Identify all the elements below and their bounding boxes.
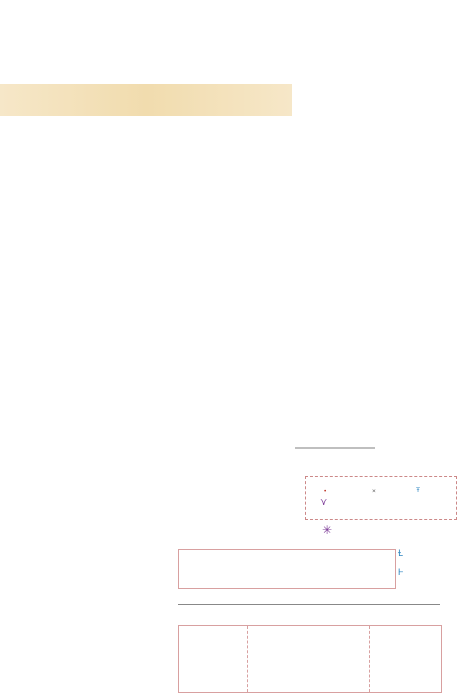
- right-column: [305, 23, 455, 25]
- legend-box-1: [305, 476, 457, 520]
- cluster-icon: ⋎: [320, 497, 328, 508]
- ssn-icon: Ŧ: [416, 487, 421, 494]
- scheme-1-diagram: [155, 264, 457, 464]
- relief-front-icon: Ɫ: [398, 548, 404, 558]
- sbn-icon: ×: [372, 488, 376, 495]
- collar-pattern: [178, 549, 396, 589]
- left-column: [4, 126, 149, 132]
- relief-back-icon: Ⱶ: [398, 567, 404, 577]
- work-column: [154, 126, 300, 128]
- long-stitch-icon: ✳: [322, 523, 333, 537]
- info-band: [0, 84, 292, 116]
- dimension-line: [178, 604, 440, 605]
- vp-icon: •: [324, 488, 327, 495]
- scheme-2-diagram: [170, 460, 320, 538]
- body-pattern: [178, 625, 442, 693]
